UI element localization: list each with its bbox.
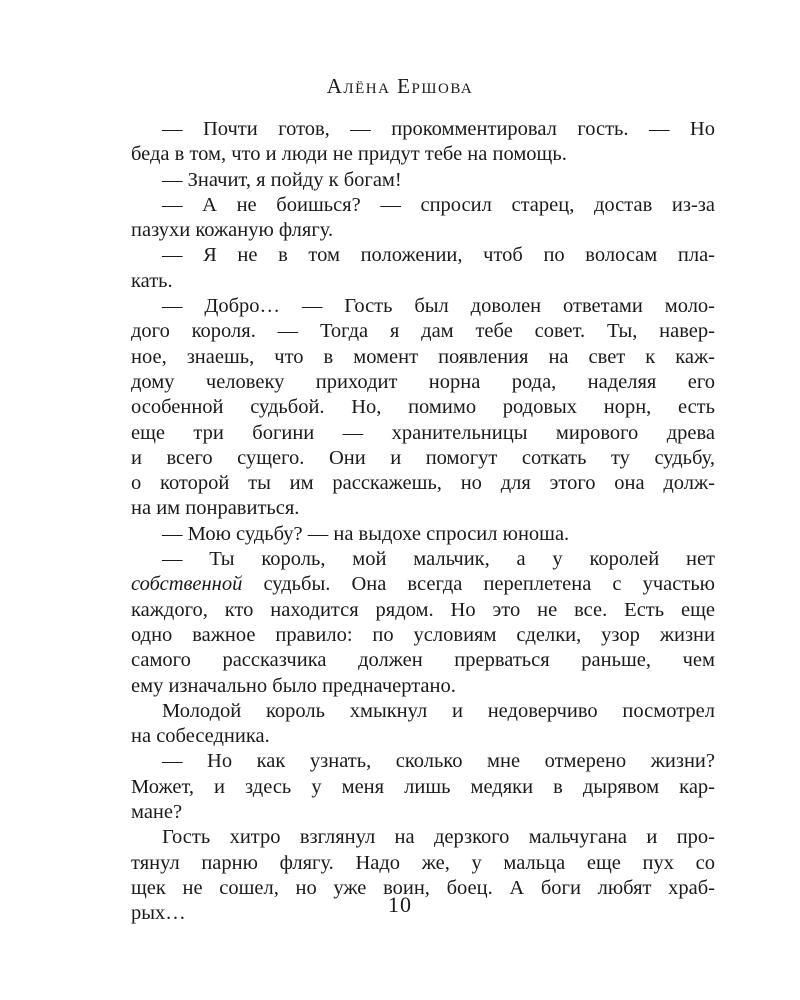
line-text: беда в том, что и люди не придут тебе на помощь.	[131, 143, 567, 166]
text-line	[131, 319, 715, 344]
line-text: Гость хитро взглянул на дерзкого мальчугана и про-	[162, 826, 715, 849]
running-head: Алёна Ершова	[326, 74, 474, 98]
text-line	[131, 471, 715, 496]
line-text: — Ты король, мой мальчик, а у королей нет	[162, 548, 715, 571]
text-line	[131, 749, 715, 774]
text-line	[131, 345, 715, 370]
text-line	[131, 572, 715, 597]
text-line	[131, 724, 715, 749]
text-line	[131, 193, 715, 218]
text-line	[131, 446, 715, 471]
line-text: Может, и здесь у меня лишь медяки в дырявом кар-	[131, 775, 715, 798]
line-text: — Я не в том положении, чтоб по волосам пла-	[162, 244, 715, 267]
line-text: — Почти готов, — прокомментировал гость. — Но	[162, 118, 715, 140]
line-text: — А не боишься? — спросил старец, достав из-за	[162, 193, 715, 216]
line-text: на собеседника.	[131, 725, 270, 748]
line-text: особенной судьбой. Но, помимо родовых норн, есть	[131, 396, 715, 419]
line-text: о которой ты им расскажешь, но для этого она долж-	[131, 472, 715, 495]
text-line	[131, 522, 715, 547]
line-text: судьбы. Она всегда переплетена с участью	[242, 573, 715, 596]
text-line	[131, 142, 715, 167]
line-text: Молодой король хмыкнул и недоверчиво посмотрел	[162, 699, 715, 722]
text-line	[131, 623, 715, 648]
line-text: — Значит, я пойду к богам!	[162, 168, 402, 191]
text-line	[131, 674, 715, 699]
line-text: еще три богини — хранительницы мирового древа	[131, 421, 715, 444]
text-line	[131, 168, 715, 193]
line-text: на им понравиться.	[131, 497, 300, 520]
text-line	[131, 699, 715, 724]
line-text: дого короля. — Тогда я дам тебе совет. Ты, навер-	[131, 320, 715, 343]
text-line	[131, 294, 715, 319]
text-line	[131, 218, 715, 243]
line-text: и всего сущего. Они и помогут соткать ту судьбу,	[131, 446, 715, 469]
line-text: — Но как узнать, сколько мне отмерено жизни?	[162, 750, 715, 773]
text-line	[131, 825, 715, 850]
text-line	[131, 547, 715, 572]
text-line	[131, 775, 715, 800]
line-text: ное, знаешь, что в момент появления на свет к каж-	[131, 345, 715, 368]
line-text: пазухи кожаную флягу.	[131, 219, 334, 242]
line-text: — Добро… — Гость был доволен ответами моло-	[162, 295, 715, 318]
line-text: каждого, кто находится рядом. Но это не все. Есть еще	[131, 598, 715, 621]
line-text: рых…	[131, 902, 186, 925]
page-number: 10	[388, 892, 412, 917]
text-line	[131, 117, 715, 142]
italic-word: собственной	[131, 573, 243, 596]
text-line	[131, 800, 715, 825]
body-text	[131, 117, 715, 927]
line-text: мане?	[131, 801, 183, 824]
text-line	[131, 648, 715, 673]
line-text: — Мою судьбу? — на выдохе спросил юноша.	[162, 522, 570, 545]
text-line	[131, 496, 715, 521]
text-line	[131, 243, 715, 268]
line-text: тянул парню флягу. Надо же, у мальца еще пух со	[131, 851, 715, 874]
text-line	[131, 269, 715, 294]
line-text: щек не сошел, но уже воин, боец. А боги любят храб-	[131, 876, 715, 899]
text-line	[131, 395, 715, 420]
line-text: одно важное правило: по условиям сделки, узор жизни	[131, 623, 715, 646]
line-text: ему изначально было предначертано.	[131, 674, 456, 697]
text-line	[131, 851, 715, 876]
line-text: самого рассказчика должен прерваться раньше, чем	[131, 649, 715, 672]
text-line	[131, 421, 715, 446]
line-text: кать.	[131, 269, 173, 292]
text-line	[131, 370, 715, 395]
text-line	[131, 598, 715, 623]
line-text: дому человеку приходит норна рода, наделяя его	[131, 370, 715, 393]
